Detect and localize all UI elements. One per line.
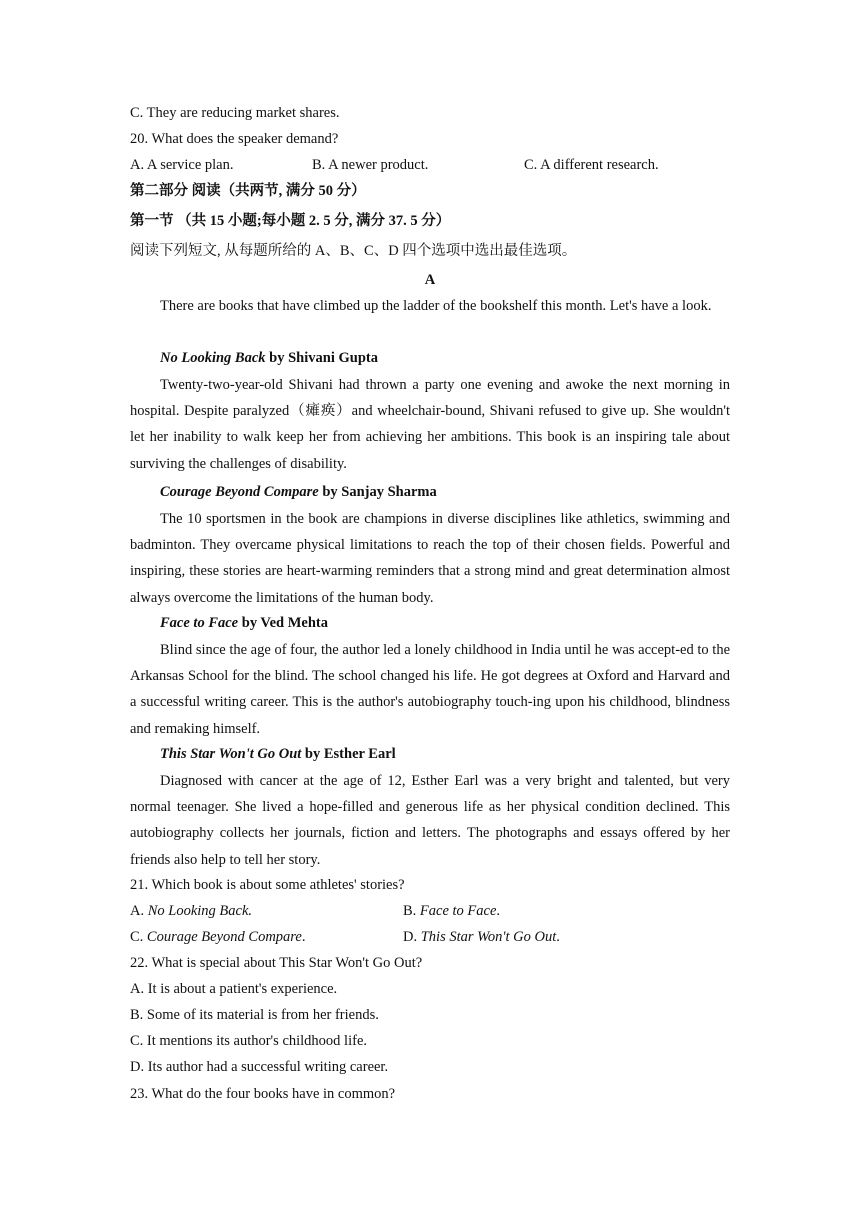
book-author: by Ved Mehta <box>238 615 328 631</box>
q20-stem: 20. What does the speaker demand? <box>130 131 339 147</box>
book-author: by Sanjay Sharma <box>318 484 437 500</box>
q21-option-d: D. This Star Won't Go Out. <box>403 929 560 945</box>
book-description-4: Diagnosed with cancer at the age of 12, Esther Earl was a very bright and talented, but very normal teenager. She lived a hope-filled and generous life as her physical condition declined. This autobiography collects her journals, fiction and letters. The photographs and essays offered by her friends also help to tell her story. <box>130 773 730 868</box>
q22-option-a: A. It is about a patient's experience. <box>130 981 338 997</box>
q20-option-c: C. A different research. <box>524 157 659 173</box>
book-title: Courage Beyond Compare <box>160 484 319 500</box>
q23-stem: 23. What do the four books have in common? <box>130 1086 396 1102</box>
passage-letter: A <box>424 272 436 288</box>
book-heading-4 <box>160 741 396 767</box>
part2-heading: 第二部分 阅读（共两节, 满分 50 分） <box>130 183 366 199</box>
q22-option-d: D. Its author had a successful writing career. <box>130 1059 389 1075</box>
q22-stem: 22. What is special about This Star Won't Go Out? <box>130 955 423 971</box>
q20-options <box>130 152 730 178</box>
book-title: This Star Won't Go Out <box>160 746 302 762</box>
book-description-1: Twenty-two-year-old Shivani had thrown a party one evening and awoke the next morning in hospital. Despite paralyzed（瘫痪）and wheelchair-bound, Shivani refused to give up. She wouldn't let her inability to walk keep her from achieving her ambitions. This book is an inspiring tale about surviving the challenges of disability. <box>130 377 730 472</box>
q19-option-c: C. They are reducing market shares. <box>130 105 340 121</box>
q22-option-b: B. Some of its material is from her friends. <box>130 1007 379 1023</box>
passage-intro: There are books that have climbed up the ladder of the bookshelf this month. Let's have a look. <box>160 298 712 314</box>
q21-stem: 21. Which book is about some athletes' stories? <box>130 877 405 893</box>
q22-option-c: C. It mentions its author's childhood life. <box>130 1033 368 1049</box>
instructions: 阅读下列短文, 从每题所给的 A、B、C、D 四个选项中选出最佳选项。 <box>130 243 577 259</box>
q21-option-b: B. Face to Face. <box>403 903 501 919</box>
q21-options-row-2 <box>130 924 730 950</box>
q20-option-b: B. A newer product. <box>312 157 429 173</box>
book-heading-2 <box>160 479 437 505</box>
q21-options-row-1 <box>130 898 730 924</box>
q20-option-a: A. A service plan. <box>130 157 234 173</box>
book-description-2: The 10 sportsmen in the book are champions in diverse disciplines like athletics, swimming and badminton. They overcame physical limitations to reach the top of their chosen fields. Powerful and inspiring, these stories are heart-warming reminders that a strong mind and great determination almost always overcome the limitations of the human body. <box>130 511 730 606</box>
book-author: by Shivani Gupta <box>265 350 378 366</box>
book-description-3: Blind since the age of four, the author led a lonely childhood in India until he was accept-ed to the Arkansas School for the blind. The school changed his life. He got degrees at Oxford and Harvard and a successful writing career. This is the author's autobiography touch-ing upon his childhood, blindness and remaking himself. <box>130 642 730 737</box>
book-title: No Looking Back <box>160 350 266 366</box>
book-author: by Esther Earl <box>301 746 396 762</box>
section1-heading: 第一节 （共 15 小题;每小题 2. 5 分, 满分 37. 5 分） <box>130 213 451 229</box>
book-heading-1 <box>160 345 378 371</box>
book-title: Face to Face <box>160 615 239 631</box>
book-heading-3 <box>160 610 328 636</box>
q21-option-a: A. No Looking Back. <box>130 903 253 919</box>
q21-option-c: C. Courage Beyond Compare. <box>130 929 306 945</box>
